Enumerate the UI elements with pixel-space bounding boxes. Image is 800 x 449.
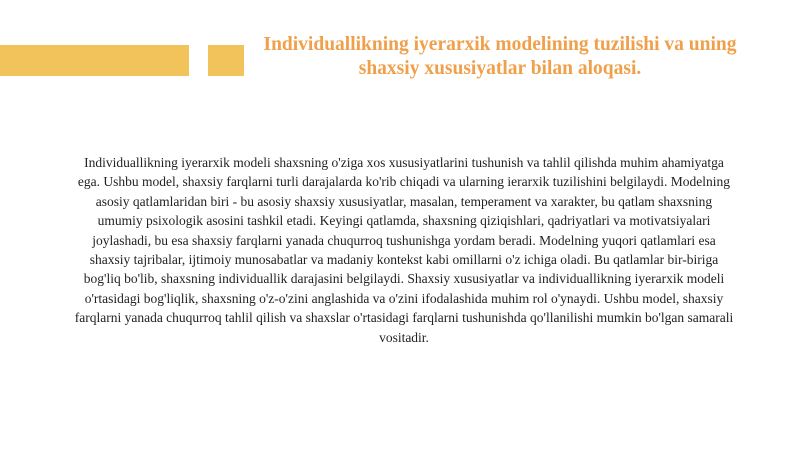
slide-title: Individuallikning iyerarxik modelining tuzilishi va uning shaxsiy xususiyatlar bilan aloqasi. bbox=[263, 34, 737, 79]
accent-bar-long bbox=[0, 45, 189, 76]
slide-body-text: Individuallikning iyerarxik modeli shaxsning o'ziga xos xususiyatlarini tushunish va tahlil qilishda muhim ahamiyatga ega. Ushbu model, shaxsiy farqlarni turli darajalarda ko'rib chiqadi va ularning ierarxik tuzilishini belgilaydi. Modelning asosiy qatlamlaridan biri - bu asosiy shaxsiy xususiyatlar, masalan, temperament va xarakter, bu qatlam shaxsning umumiy psixologik asosini tashkil etadi. Keyingi qatlamda, shaxsning qiziqishlari, qadriyatlari va motivatsiyalari joylashadi, bu esa shaxsiy farqlarni yanada chuqurroq tushunishga yordam beradi. Modelning yuqori qatlamlari esa shaxsiy tajribalar, ijtimoiy munosabatlar va madaniy kontekst kabi omillarni o'z ichiga oladi. Bu qatlamlar bir-biriga bog'liq bo'lib, shaxsning individuallik darajasini belgilaydi. Shaxsiy xususiyatlar va individuallikning iyerarxik modeli o'rtasidagi bog'liqlik, shaxsning o'z-o'zini anglashida va o'zini ifodalashida muhim rol o'ynaydi. Ushbu model, shaxsiy farqlarni yanada chuqurroq tahlil qilish va shaxslar o'rtasidagi farqlarni tushunishda qo'llanilishi mumkin bo'lgan samarali vositadir. bbox=[74, 155, 734, 345]
accent-bar-square bbox=[208, 45, 244, 76]
